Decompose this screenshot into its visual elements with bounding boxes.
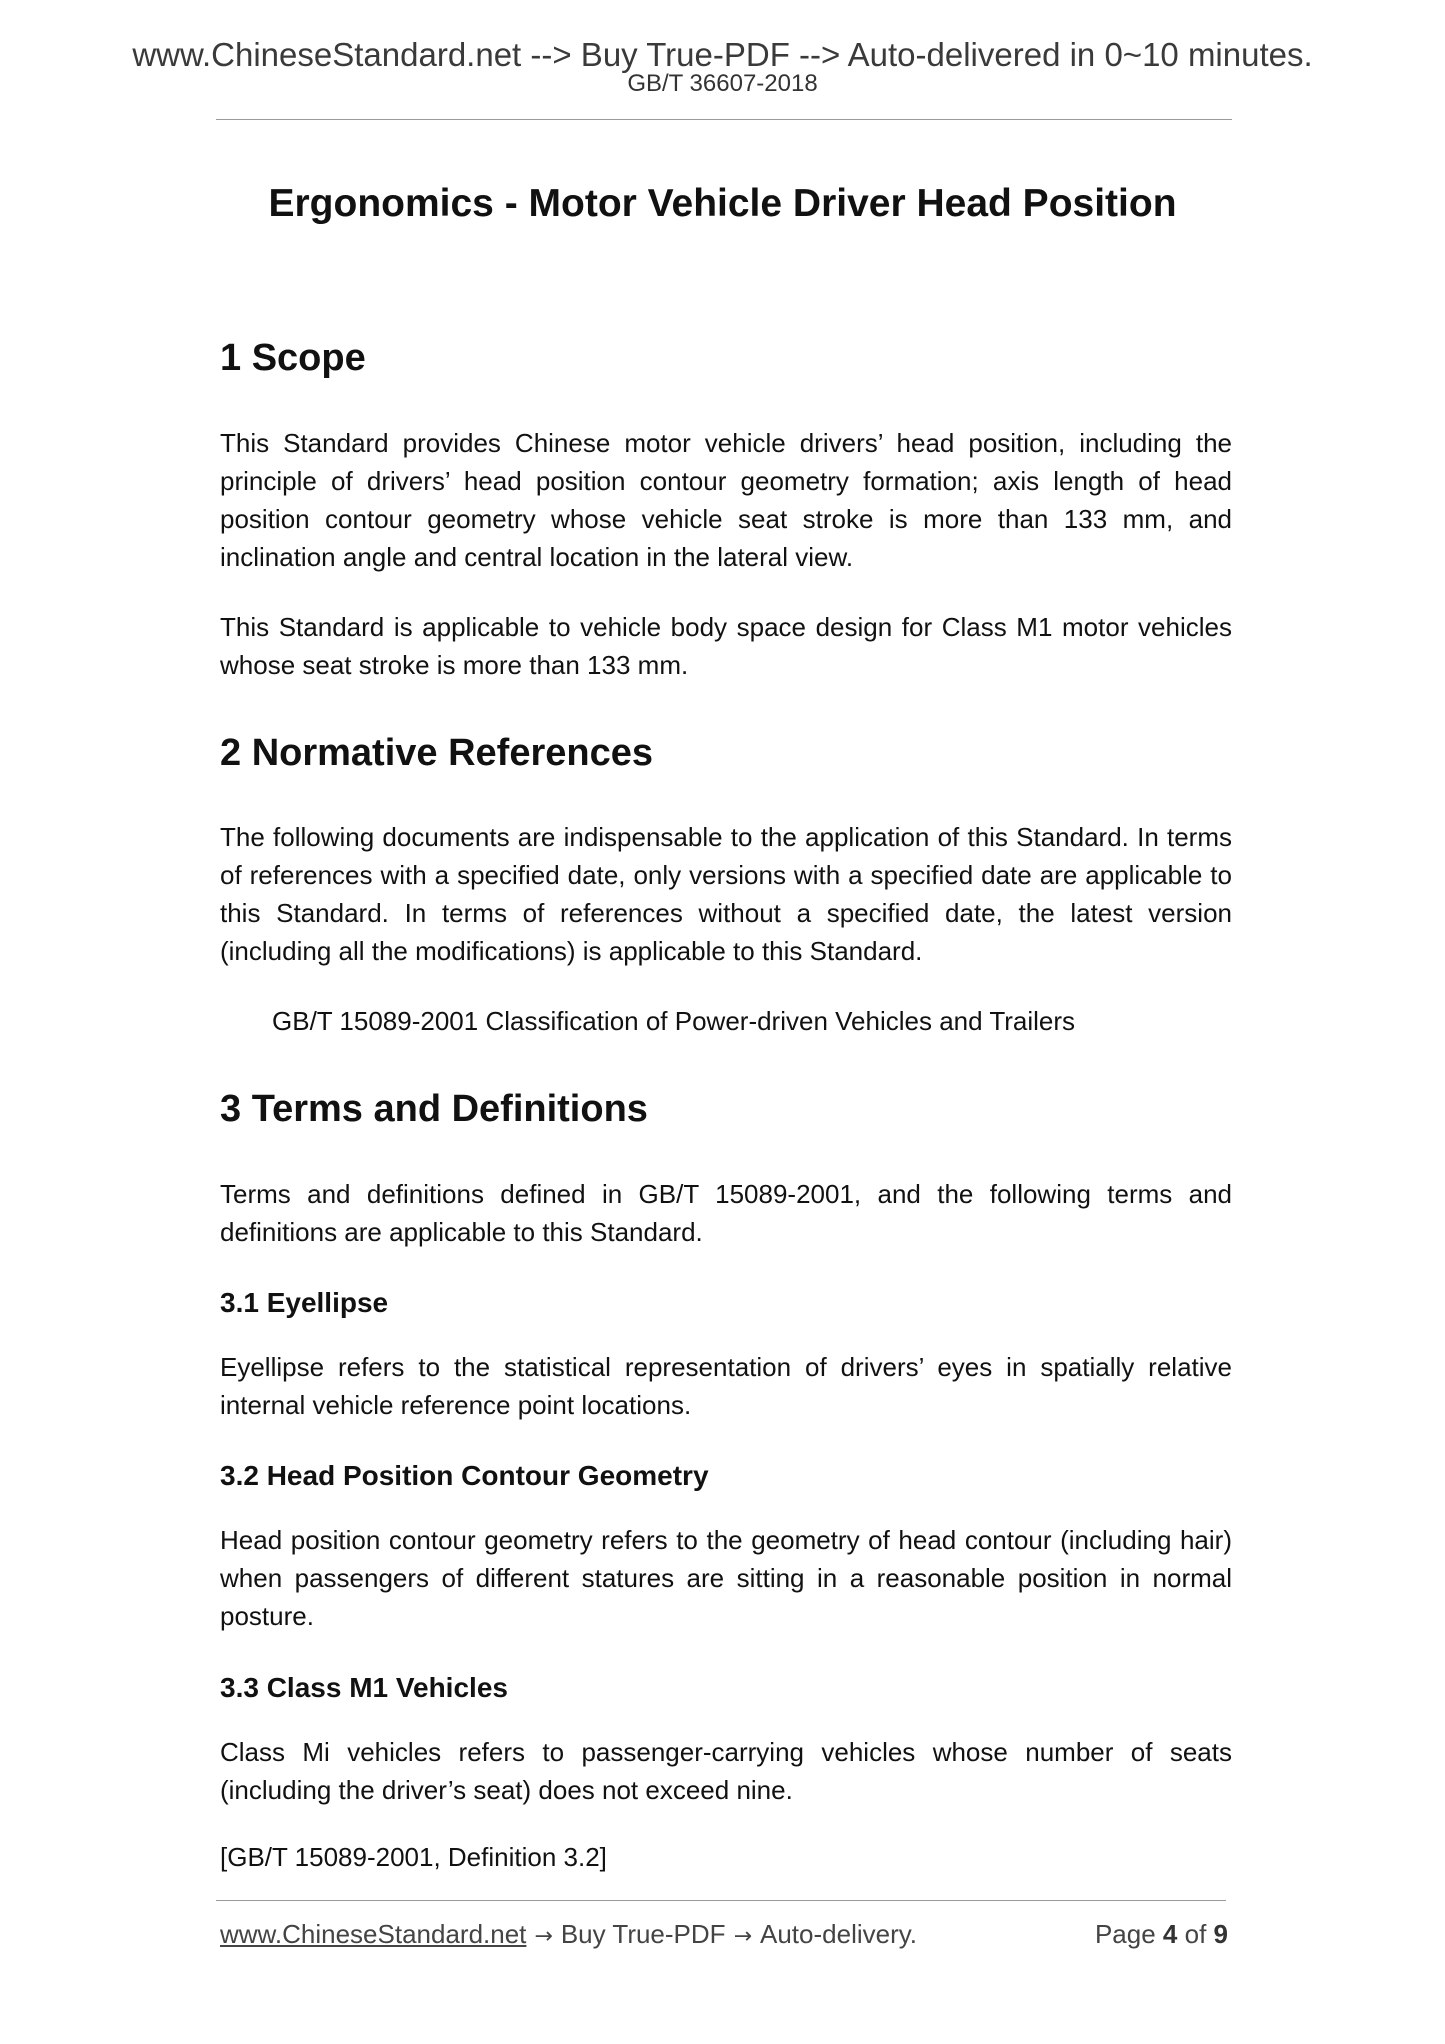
- section-normative-heading: 2 Normative References: [220, 732, 653, 774]
- footer-buy-text: Buy True-PDF: [560, 1919, 726, 1949]
- page-total: 9: [1213, 1919, 1228, 1949]
- section-scope-heading: 1 Scope: [220, 337, 366, 379]
- footer-divider: [216, 1900, 1226, 1901]
- page-label: Page: [1094, 1919, 1156, 1949]
- section-terms-heading: 3 Terms and Definitions: [220, 1088, 648, 1130]
- page-of: of: [1184, 1919, 1207, 1949]
- header-banner: www.ChineseStandard.net --> Buy True-PDF --> Auto-delivered in 0~10 minutes.: [132, 36, 1313, 73]
- term-3-3-source: [GB/T 15089-2001, Definition 3.2]: [220, 1842, 607, 1872]
- normative-paragraph-1: The following documents are indispensable to the application of this Standard. In terms of references with a specified date, only versions with a specified date are applicable to this Standard. In terms of references without a specified date, the latest version (including all the modifications) is applicable to this Standard.: [220, 822, 1232, 966]
- footer-links: [220, 1917, 917, 1954]
- document-title: Ergonomics - Motor Vehicle Driver Head Position: [268, 182, 1177, 225]
- page-current: 4: [1162, 1919, 1178, 1949]
- scope-paragraph-2: This Standard is applicable to vehicle body space design for Class M1 motor vehicles whose seat stroke is more than 133 mm.: [220, 612, 1232, 680]
- footer-site-link[interactable]: www.ChineseStandard.net: [220, 1919, 527, 1949]
- term-3-3-heading: 3.3 Class M1 Vehicles: [220, 1672, 508, 1703]
- term-3-2-heading: 3.2 Head Position Contour Geometry: [220, 1460, 709, 1491]
- arrow-right-icon: →: [534, 1924, 553, 1949]
- term-3-3-definition: Class Mi vehicles refers to passenger-carrying vehicles whose number of seats (including the driver’s seat) does not exceed nine.: [220, 1737, 1232, 1805]
- terms-paragraph-1: Terms and definitions defined in GB/T 15089-2001, and the following terms and definitions are applicable to this Standard.: [220, 1179, 1232, 1247]
- standard-code: GB/T 36607-2018: [627, 70, 818, 97]
- header-divider: [216, 119, 1232, 120]
- scope-paragraph-1: This Standard provides Chinese motor vehicle drivers’ head position, including the principle of drivers’ head position contour geometry formation; axis length of head position contour geometry whose vehicle seat stroke is more than 133 mm, and inclination angle and central location in the lateral view.: [220, 428, 1232, 572]
- term-3-2-definition: Head position contour geometry refers to the geometry of head contour (including hair) when passengers of different statures are sitting in a reasonable position in normal posture.: [220, 1525, 1232, 1631]
- term-3-1-heading: 3.1 Eyellipse: [220, 1287, 389, 1318]
- page-number: [1068, 1917, 1228, 1951]
- footer-delivery-text: Auto-delivery.: [760, 1919, 918, 1949]
- term-3-1-definition: Eyellipse refers to the statistical representation of drivers’ eyes in spatially relative internal vehicle reference point locations.: [220, 1352, 1232, 1420]
- arrow-right-icon: →: [733, 1924, 752, 1949]
- normative-reference-item: GB/T 15089-2001 Classification of Power-driven Vehicles and Trailers: [272, 1006, 1076, 1036]
